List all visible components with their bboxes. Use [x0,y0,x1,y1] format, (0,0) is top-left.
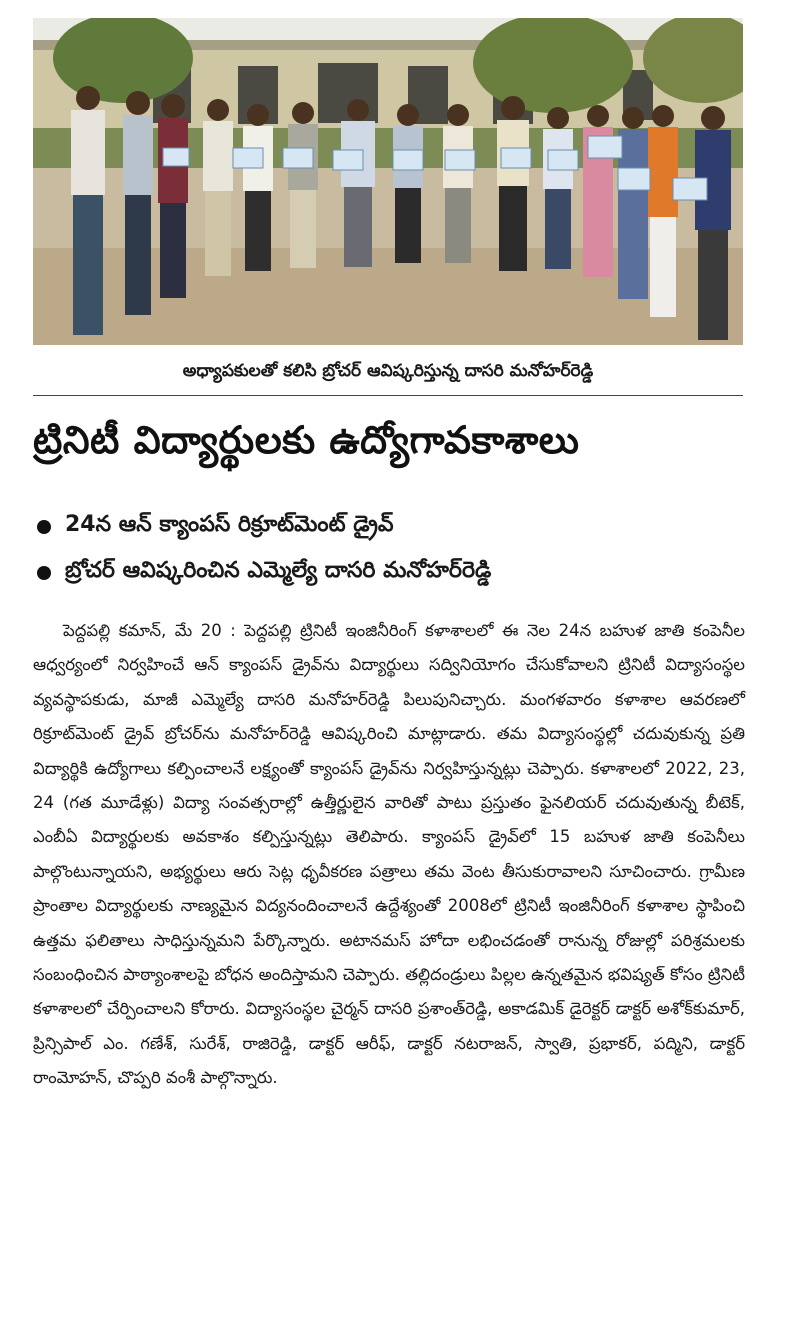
divider [33,395,743,396]
group-photo [33,18,743,345]
article-body: పెద్దపల్లి కమాన్, మే 20 : పెద్దపల్లి ట్రినిటీ ఇంజినీరింగ్ కళాశాలలో ఈ నెల 24న బహుళ జాతి కంపెనీల ఆధ్వర్యంలో నిర్వహించే ఆన్ క్యాంపస్ డ్రైవ్‌ను విద్యార్థులు సద్వినియోగం చేసుకోవాలని ట్రినిటీ విద్యాసంస్థల వ్యవస్థాపకుడు, మాజీ ఎమ్మెల్యే దాసరి మనోహర్‌రెడ్డి పిలుపునిచ్చారు. మంగళవారం కళాశాల ఆవరణలో రిక్రూట్‌మెంట్ డ్రైవ్ బ్రోచర్‌ను మనోహర్‌రెడ్డి ఆవిష్కరించి మాట్లాడారు. తమ విద్యాసంస్థల్లో చదువుకున్న ప్రతి విద్యార్థికి ఉద్యోగాలు కల్పించాలనే లక్ష్యంతో క్యాంపస్ డ్రైవ్‌ను నిర్వహిస్తున్నట్లు చెప్పారు. కళాశాలలో 2022, 23, 24 (గత మూడేళ్లు) విద్యా సంవత్సరాల్లో ఉత్తీర్ణులైన వారితో పాటు ప్రస్తుతం ఫైనలియర్ చదువుతున్న బీటెక్, ఎంబీఏ విద్యార్థులకు అవకాశం కల్పిస్తున్నట్లు తెలిపారు. క్యాంపస్ డ్రైవ్‌లో 15 బహుళ జాతి కంపెనీలు పాల్గొంటున్నాయని, అభ్యర్థులు ఆరు సెట్ల ధృవీకరణ పత్రాలు తమ వెంట తీసుకురావాలని సూచించారు. గ్రామీణ ప్రాంతాల విద్యార్థులకు నాణ్యమైన విద్యనందించాలనే ఉద్దేశ్యంతో 2008లో ట్రినిటీ ఇంజినీరింగ్ కళాశాల స్థాపించి ఉత్తమ ఫలితాలు సాధిస్తున్నమని పేర్కొన్నారు. అటానమస్ హోదా లభించడంతో రానున్న రోజుల్లో పరిశ్రమలకు సంబంధించిన పాఠ్యాంశాలపై బోధన అందిస్తామని చెప్పారు. తల్లిదండ్రులు పిల్లల ఉన్నతమైన భవిష్యత్ కోసం ట్రినిటీ కళాశాలలో చేర్పించాలని కోరారు. విద్యాసంస్థల చైర్మన్ దాసరి ప్రశాంత్‌రెడ్డి, అకాడమిక్ డైరెక్టర్ డాక్టర్ అశోక్‌కుమార్, ప్రిన్సిపాల్ ఎం. గణేశ్, సురేశ్, రాజిరెడ్డి, డాక్టర్ ఆరీఫ్, డాక్టర్ నటరాజన్, స్వాతి, ప్రభాకర్, పద్మిని, డాక్టర్ రాంమోహన్, చొప్పరి వంశీ పాల్గొన్నారు. [33,621,746,1088]
headline: ట్రినిటీ విద్యార్థులకు ఉద్యోగావకాశాలు [33,418,580,462]
bullet-text: 24న ఆన్ క్యాంపస్ రిక్రూట్‌మెంట్ డ్రైవ్ [65,512,394,537]
bullet-item [33,550,743,596]
subheadline-bullets [33,504,743,596]
bullet-dot-icon [37,566,51,580]
photo-caption: అధ్యాపకులతో కలిసి బ్రోచర్ ఆవిష్కరిస్తున్న దాసరి మనోహర్‌రెడ్డి [182,361,594,381]
bullet-text: బ్రోచర్ ఆవిష్కరించిన ఎమ్మెల్యే దాసరి మనోహర్‌రెడ్డి [65,558,492,583]
group-photo-illustration [33,18,743,345]
bullet-dot-icon [37,520,51,534]
bullet-item [33,504,743,550]
